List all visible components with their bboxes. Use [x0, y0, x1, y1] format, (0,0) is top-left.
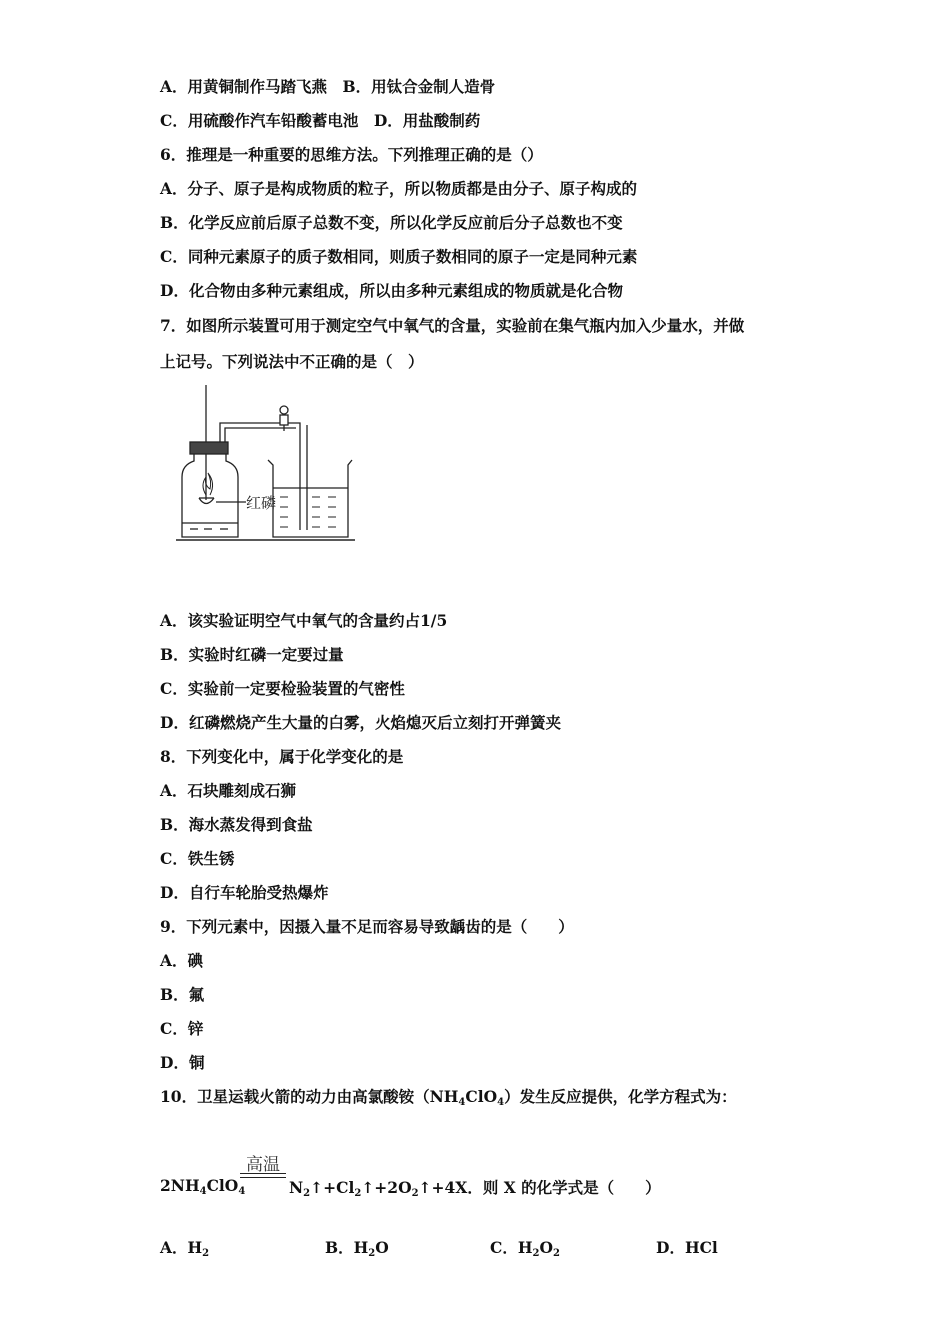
q7-option-d: D．红磷燃烧产生大量的白雾，火焰熄灭后立刻打开弹簧夹 [160, 713, 561, 732]
q9-stem: 9．下列元素中，因摄入量不足而容易导致龋齿的是（ ） [160, 917, 574, 936]
q10-option-c: C．$H_2O_2$ [490, 1238, 560, 1259]
equation-bar-bottom [240, 1177, 286, 1178]
connecting-tube [220, 423, 300, 442]
stopper [190, 442, 228, 454]
red-phosphorus-label: 红磷 [246, 494, 277, 512]
equation-products: $N_2↑+Cl_2↑+2O_2↑+4X$．则 X 的化学式是（ ） [289, 1178, 661, 1199]
q6-stem: 6．推理是一种重要的思维方法。下列推理正确的是（） [160, 145, 543, 164]
gas-jar [182, 454, 238, 537]
q7-option-a: A．该实验证明空气中氧气的含量约占1/5 [160, 611, 448, 630]
q6-option-a: A．分子、原子是构成物质的粒子，所以物质都是由分子、原子构成的 [160, 179, 638, 198]
q6-option-b: B．化学反应前后原子总数不变，所以化学反应前后分子总数也不变 [160, 213, 623, 232]
apparatus-diagram [170, 385, 370, 550]
q9-option-b: B．氟 [160, 985, 205, 1004]
q6-option-c: C．同种元素原子的质子数相同，则质子数相同的原子一定是同种元素 [160, 247, 638, 266]
q10-stem: 10．卫星运载火箭的动力由高氯酸铵$(NH_4ClO_4)$发生反应提供，化学方程式为： [160, 1087, 737, 1108]
q10-equation [160, 1150, 860, 1200]
q8-option-d: D．自行车轮胎受热爆炸 [160, 883, 329, 902]
equation-bar-top [240, 1173, 286, 1174]
q9-option-a: A．碘 [160, 951, 204, 970]
q7-option-c: C．实验前一定要检验装置的气密性 [160, 679, 405, 698]
q5-options-cd: C．用硫酸作汽车铅酸蓄电池 D．用盐酸制药 [160, 111, 481, 130]
oxygen-experiment-figure [170, 385, 370, 554]
reaction-condition: 高温 [246, 1155, 280, 1175]
q7-stem-line2: 上记号。下列说法中不正确的是（ ） [160, 352, 424, 371]
q10-option-d: D．HCl [656, 1238, 718, 1257]
q8-option-a: A．石块雕刻成石狮 [160, 781, 297, 800]
q7-stem-line1: 7．如图所示装置可用于测定空气中氧气的含量，实验前在集气瓶内加入少量水，并做 [160, 316, 745, 335]
q8-option-c: C．铁生锈 [160, 849, 235, 868]
q8-option-b: B．海水蒸发得到食盐 [160, 815, 313, 834]
q9-option-c: C．锌 [160, 1019, 204, 1038]
flame [203, 473, 213, 495]
beaker [268, 460, 352, 537]
q7-option-b: B．实验时红磷一定要过量 [160, 645, 344, 664]
q8-stem: 8．下列变化中，属于化学变化的是 [160, 747, 404, 766]
q10-option-b: B．$H_2O$ [325, 1238, 389, 1259]
q9-option-d: D．铜 [160, 1053, 205, 1072]
q10-option-a: A．$H_2$ [160, 1238, 210, 1259]
q6-option-d: D．化合物由多种元素组成，所以由多种元素组成的物质就是化合物 [160, 281, 623, 300]
q5-options-ab: A．用黄铜制作马踏飞燕 B．用钛合金制人造骨 [160, 77, 496, 96]
equation-reactant: $2NH_4ClO_4$ [160, 1176, 246, 1197]
